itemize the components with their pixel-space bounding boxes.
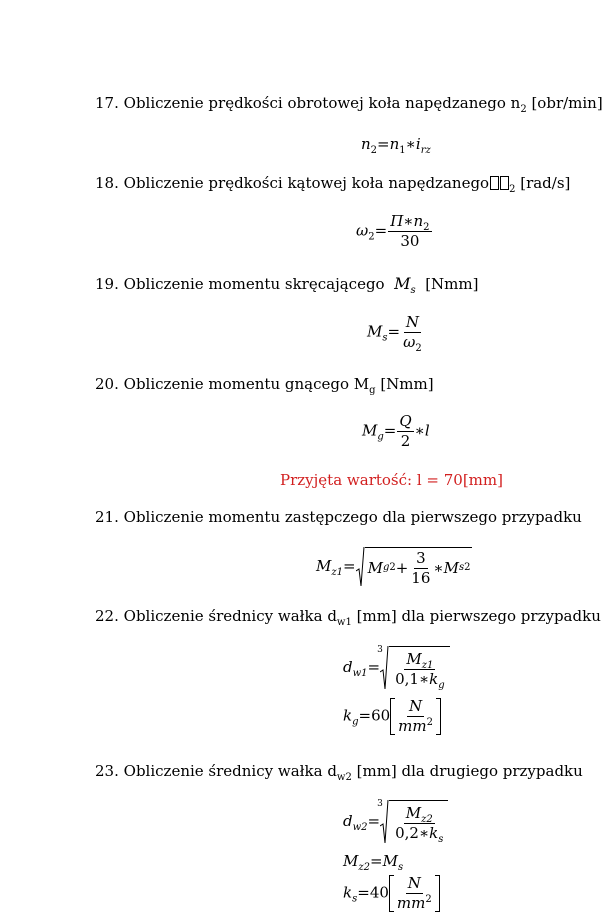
item-22: 22. Obliczenie średnicy wałka $d_{w1}$ [mm] dla pierwszego przypadku — [95, 607, 601, 628]
equation-dw2: $d_{w2}=$ 3 $\frac{M_{z2}}{0,2∗k_s}$ — [343, 800, 448, 844]
item-23: 23. Obliczenie średnicy wałka $d_{w2}$ [mm] dla drugiego przypadku — [95, 762, 583, 783]
assumed-value-note: Przyjęta wartość: l = 70[mm] — [280, 471, 503, 489]
sqrt-sign-icon — [356, 547, 365, 587]
equation-n2: $n_2=n_1∗i_{rz}$ — [361, 135, 431, 156]
equation-ms: $M_s=$ $\frac{N}{\omega_2}$ — [367, 313, 422, 354]
equation-mz1: $M_{z1}=$ M g 2 + $\frac{3}{16}$ ∗ M s 2 — [316, 548, 471, 587]
equation-kg: $k_g=60$ $\frac{N}{mm^2}$ — [343, 698, 441, 735]
item-17: 17. Obliczenie prędkości obrotowej koła napędzanego $n_2$ [obr/min] — [95, 94, 603, 115]
equation-omega2: $\omega_2=$ $\frac{\Pi∗n_2}{30}$ — [356, 212, 430, 250]
equation-mz2: $M_{z2}=M_s$ — [343, 852, 404, 873]
item-18: 18. Obliczenie prędkości kątowej koła napędzanego $_2$ [rad/s] — [95, 174, 571, 195]
missing-glyph-icon — [500, 176, 509, 190]
item-21: 21. Obliczenie momentu zastępczego dla pierwszego przypadku — [95, 508, 582, 526]
equation-ks: $k_s=40$ $\frac{N}{mm^2}$ — [343, 875, 440, 912]
equation-mg: $M_g=$ $\frac{Q}{2}$ ∗l — [362, 412, 430, 450]
item-19: 19. Obliczenie momentu skręcającego $M_s$ [Nmm] — [95, 274, 479, 296]
missing-glyph-icon — [490, 176, 499, 190]
equation-dw1: $d_{w1}=$ 3 $\frac{M_{z1}}{0,1∗k_g}$ — [343, 646, 450, 690]
item-20: 20. Obliczenie momentu gnącego $M_g$ [Nmm] — [95, 375, 434, 396]
